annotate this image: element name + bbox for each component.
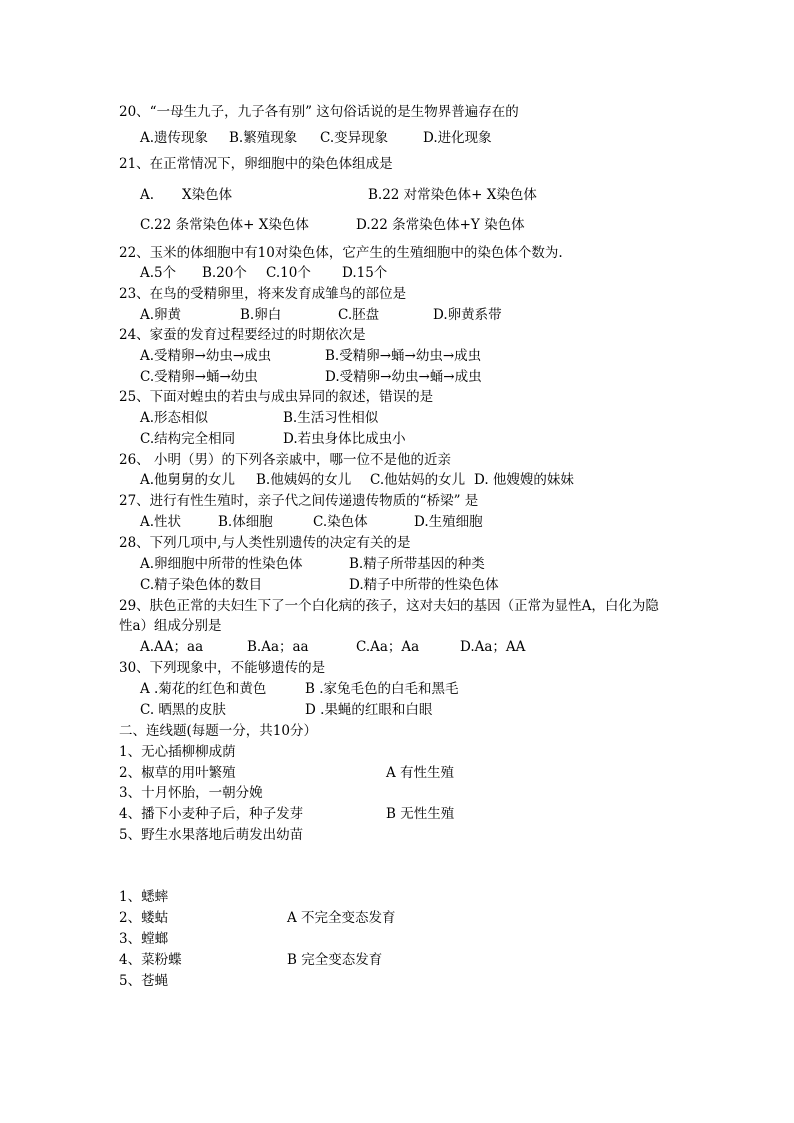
question-24-stem: 24、家蚕的发育过程要经过的时期依次是 — [119, 327, 366, 343]
matching-1-choice-b: B 无性生殖 — [386, 806, 455, 822]
matching-2-choice-a: A 不完全变态发育 — [287, 910, 396, 926]
q20-option-d: D.进化现象 — [423, 130, 492, 146]
question-29-stem-line1: 29、肤色正常的夫妇生下了一个白化病的孩子，这对夫妇的基因（正常为显性A，白化为隐 — [119, 598, 659, 614]
q23-option-d: D.卵黄系带 — [433, 307, 502, 323]
q26-option-c: C.他姑妈的女儿 — [370, 472, 466, 488]
q21-option-b: B.22 对常染色体+ X染色体 — [368, 187, 537, 203]
q30-option-b: B .家兔毛色的白毛和黑毛 — [305, 681, 459, 697]
q28-option-a: A.卵细胞中所带的性染色体 — [140, 556, 303, 572]
q29-option-a: A.AA；aa — [140, 639, 204, 655]
q30-option-c: C. 晒黑的皮肤 — [140, 702, 226, 718]
question-30-stem: 30、下列现象中，不能够遗传的是 — [119, 660, 326, 676]
question-29-stem-line2: 性a）组成分别是 — [119, 618, 222, 634]
q20-option-a: A.遗传现象 — [140, 130, 209, 146]
q25-option-b: B.生活习性相似 — [283, 410, 379, 426]
q30-option-a: A .菊花的红色和黄色 — [140, 681, 267, 697]
q28-option-d: D.精子中所带的性染色体 — [349, 577, 499, 593]
matching-1-item-2: 2、椒草的用叶繁殖 — [119, 765, 236, 781]
q29-option-d: D.Aa；AA — [460, 639, 526, 655]
q27-option-b: B.体细胞 — [218, 514, 273, 530]
matching-2-item-4: 4、菜粉蝶 — [119, 952, 182, 968]
q21-option-d: D.22 条常染色体+Y 染色体 — [356, 217, 525, 233]
matching-2-item-1: 1、蟋蟀 — [119, 889, 169, 905]
matching-2-choice-b: B 完全变态发育 — [287, 952, 383, 968]
q27-option-c: C.染色体 — [313, 514, 368, 530]
q20-option-c: C.变异现象 — [320, 130, 389, 146]
matching-2-item-2: 2、蝼蛄 — [119, 910, 169, 926]
q24-option-a: A.受精卵→幼虫→成虫 — [140, 348, 272, 364]
q29-option-c: C.Aa；Aa — [356, 639, 420, 655]
question-23-stem: 23、在鸟的受精卵里，将来发育成雏鸟的部位是 — [119, 286, 407, 302]
q23-option-c: C.胚盘 — [338, 307, 380, 323]
q27-option-a: A.性状 — [140, 514, 182, 530]
matching-1-item-4: 4、播下小麦种子后，种子发芽 — [119, 806, 304, 822]
question-27-stem: 27、进行有性生殖时，亲子代之间传递遗传物质的“桥梁” 是 — [119, 493, 479, 509]
q26-option-b: B.他姨妈的女儿 — [256, 472, 352, 488]
q21-option-a: A. — [140, 187, 155, 203]
question-25-stem: 25、下面对蝗虫的若虫与成虫异同的叙述，错误的是 — [119, 389, 434, 405]
q24-option-d: D.受精卵→幼虫→蛹→成虫 — [325, 369, 482, 385]
q26-option-a: A.他舅舅的女儿 — [140, 472, 236, 488]
matching-1-choice-a: A 有性生殖 — [386, 765, 455, 781]
q22-option-c: C.10个 — [266, 265, 311, 281]
question-22-stem: 22、玉米的体细胞中有10对染色体，它产生的生殖细胞中的染色体个数为. — [119, 245, 563, 261]
matching-1-item-3: 3、十月怀胎，一朝分娩 — [119, 785, 263, 801]
q25-option-c: C.结构完全相同 — [140, 431, 236, 447]
q23-option-b: B.卵白 — [240, 307, 282, 323]
q23-option-a: A.卵黄 — [140, 307, 182, 323]
q21-option-a-text: X染色体 — [182, 187, 233, 203]
q27-option-d: D.生殖细胞 — [414, 514, 483, 530]
q20-option-b: B.繁殖现象 — [229, 130, 298, 146]
q24-option-b: B.受精卵→蛹→幼虫→成虫 — [325, 348, 482, 364]
matching-2-item-5: 5、苍蝇 — [119, 973, 169, 989]
matching-2-item-3: 3、螳螂 — [119, 931, 169, 947]
q24-option-c: C.受精卵→蛹→幼虫 — [140, 369, 258, 385]
q28-option-b: B.精子所带基因的种类 — [349, 556, 485, 572]
question-26-stem: 26、 小明（男）的下列各亲戚中，哪一位不是他的近亲 — [119, 452, 451, 468]
q30-option-d: D .果蝇的红眼和白眼 — [305, 702, 433, 718]
matching-1-item-1: 1、无心插柳柳成荫 — [119, 744, 236, 760]
q25-option-d: D.若虫身体比成虫小 — [283, 431, 406, 447]
matching-1-item-5: 5、野生水果落地后萌发出幼苗 — [119, 827, 304, 843]
q28-option-c: C.精子染色体的数目 — [140, 577, 263, 593]
q22-option-b: B.20个 — [202, 265, 247, 281]
question-28-stem: 28、下列几项中,与人类性别遗传的决定有关的是 — [119, 535, 411, 551]
q29-option-b: B.Aa；aa — [247, 639, 309, 655]
question-21-stem: 21、在正常情况下，卵细胞中的染色体组成是 — [119, 156, 393, 172]
section-2-title: 二、连线题(每题一分，共10分） — [119, 723, 317, 739]
q22-option-d: D.15个 — [342, 265, 388, 281]
q21-option-c: C.22 条常染色体+ X染色体 — [140, 217, 309, 233]
question-20-stem: 20、“一母生九子，九子各有别” 这句俗话说的是生物界普遍存在的 — [119, 104, 519, 120]
q25-option-a: A.形态相似 — [140, 410, 209, 426]
q26-option-d: D. 他嫂嫂的妹妹 — [474, 472, 574, 488]
q22-option-a: A.5个 — [140, 265, 177, 281]
